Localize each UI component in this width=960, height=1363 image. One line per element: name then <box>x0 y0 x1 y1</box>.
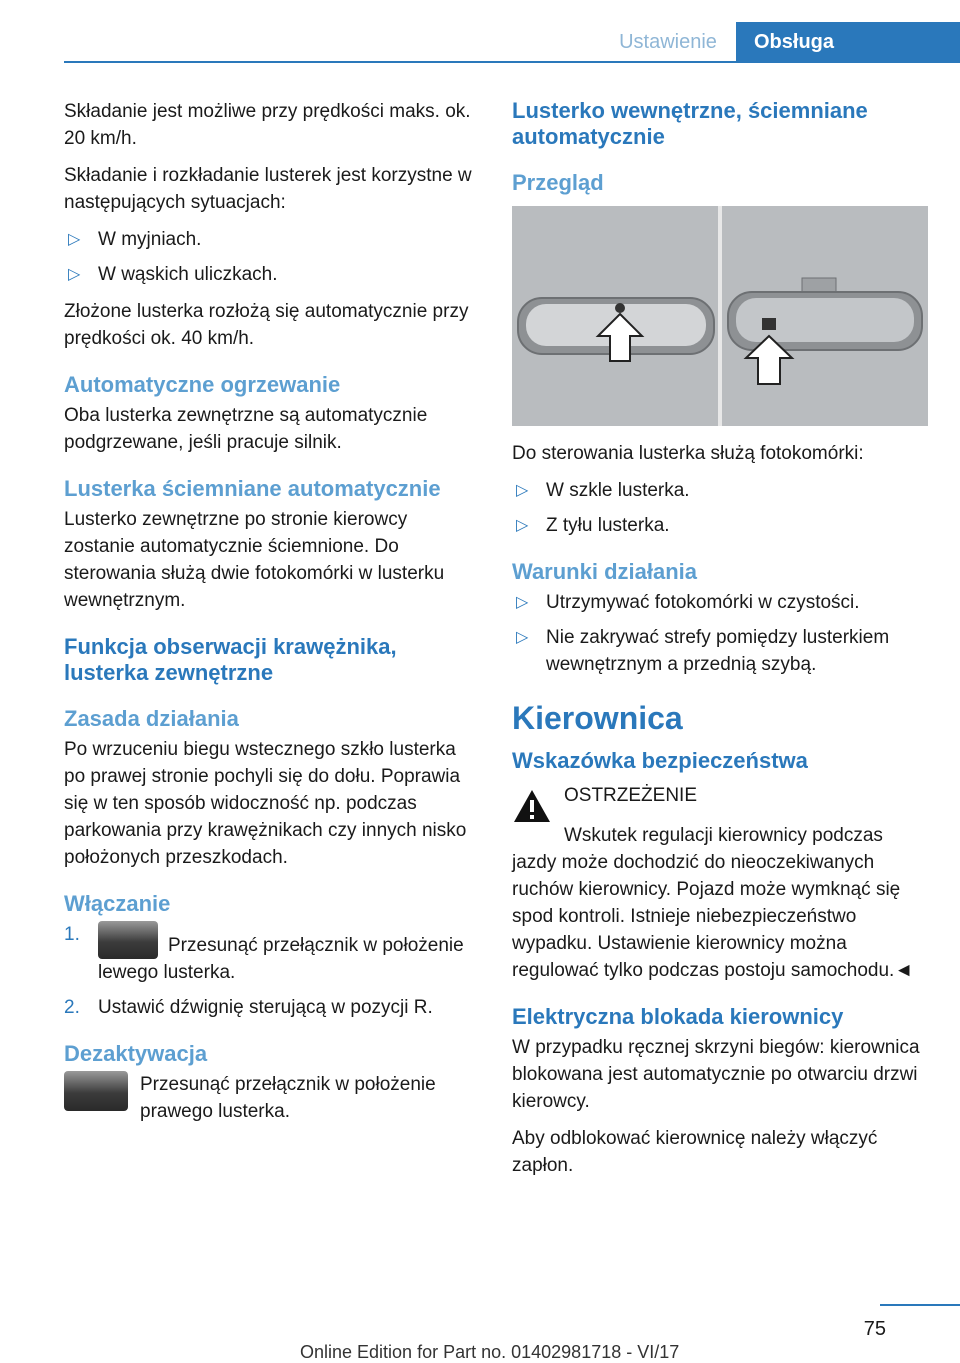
page-header <box>0 0 960 62</box>
bullet-triangle-icon: ▷ <box>68 231 81 248</box>
bullet-triangle-icon: ▷ <box>516 482 529 499</box>
warning-block <box>512 782 928 822</box>
heading-steering-wheel: Kierownica <box>512 700 683 736</box>
mirror-switch-icon <box>98 921 158 959</box>
fold-situations-list <box>64 226 480 288</box>
heading-principle: Zasada działania <box>64 706 239 731</box>
heading-interior-mirror: Lusterko wewnętrzne, ściemniane automatycznie <box>512 98 868 149</box>
bullet-triangle-icon: ▷ <box>516 517 529 534</box>
heading-activation: Włączanie <box>64 891 171 916</box>
bullet-triangle-icon: ▷ <box>516 594 529 611</box>
list-item-text: Nie zakrywać strefy pomiędzy lusterkiem wewnętrznym a przednią szybą. <box>546 627 890 675</box>
left-column <box>64 98 480 1125</box>
conditions-list <box>512 589 928 678</box>
step-number: 1. <box>64 924 80 945</box>
heading-dimming: Lusterka ściemniane automatycznie <box>64 476 441 501</box>
list-item-text: W szkle lusterka. <box>546 480 690 501</box>
warning-title: OSTRZEŻENIE <box>564 785 698 806</box>
footer-rule <box>880 1304 960 1306</box>
mirror-switch-icon <box>64 1071 128 1111</box>
heading-heating: Automatyczne ogrzewanie <box>64 372 341 397</box>
heading-conditions: Warunki działania <box>512 559 698 584</box>
list-item <box>512 589 928 616</box>
mirror-illustration <box>512 206 928 426</box>
step-text: Przesunąć przełącznik w położenie lewego lusterka. <box>98 935 464 983</box>
heading-safety: Wskazówka bezpieczeństwa <box>512 748 808 773</box>
paragraph-fold-situations: Składanie i rozkładanie lusterek jest korzystne w następujących sytuacjach: <box>64 165 472 213</box>
warning-text: Wskutek regulacji kierownicy podczas jazdy może dochodzić do nieoczekiwanych ruchów kierownicy. Pojazd może wymknąć się spod kontroli. Istnieje niebezpieczeństwo wypadku. Ustawienie kierownicy można regulować tylko podczas postoju samochodu.◄ <box>512 825 914 981</box>
activation-steps <box>64 921 480 1021</box>
warning-triangle-icon <box>512 788 552 824</box>
list-item <box>512 477 928 504</box>
list-item-text: W wąskich uliczkach. <box>98 264 278 285</box>
paragraph-fold-speed: Składanie jest możliwe przy prędkości maks. ok. 20 km/h. <box>64 101 471 149</box>
step-number: 2. <box>64 997 80 1018</box>
paragraph-heating: Oba lusterka zewnętrzne są automatycznie podgrzewane, jeśli pracuje silnik. <box>64 405 428 453</box>
list-item <box>64 261 480 288</box>
paragraph-lock-manual: W przypadku ręcznej skrzyni biegów: kierownica blokowana jest automatycznie po otwarciu drzwi kierowcy. <box>512 1037 920 1112</box>
mirror-photo <box>512 206 928 426</box>
heading-deactivation: Dezaktywacja <box>64 1041 208 1066</box>
deactivation-row <box>64 1071 480 1125</box>
section-tab-ustawienie[interactable]: Ustawienie <box>619 31 717 53</box>
list-item-text: Z tyłu lusterka. <box>546 515 670 536</box>
sensor-list <box>512 477 928 539</box>
heading-overview: Przegląd <box>512 170 604 195</box>
list-item <box>512 624 928 678</box>
deactivation-text: Przesunąć przełącznik w położenie prawego lusterka. <box>140 1074 436 1122</box>
list-item <box>64 226 480 253</box>
paragraph-sensors: Do sterowania lusterka służą fotokomórki: <box>512 443 864 464</box>
bullet-triangle-icon: ▷ <box>68 266 81 283</box>
list-item-text: Utrzymywać fotokomórki w czystości. <box>546 592 860 613</box>
bullet-triangle-icon: ▷ <box>516 629 529 646</box>
header-rule <box>64 61 960 63</box>
page-number: 75 <box>863 1318 886 1340</box>
list-item <box>64 994 480 1021</box>
paragraph-dimming: Lusterko zewnętrzne po stronie kierowcy zostanie automatycznie ściemnione. Do sterowania służą dwie fotokomórki w lusterku wewnętrznym. <box>64 509 445 611</box>
list-item-text: W myjniach. <box>98 229 202 250</box>
right-column <box>512 98 928 1189</box>
heading-curb-function: Funkcja obserwacji krawężnika, lusterka zewnętrzne <box>64 634 397 685</box>
section-tab-obsluga[interactable]: Obsługa <box>736 22 960 62</box>
paragraph-principle: Po wrzuceniu biegu wstecznego szkło lusterka po prawej stronie pochyli się do dołu. Poprawia się w ten sposób widoczność np. podczas parkowania przy krawężnikach czy innych nisko położonych przeszkodach. <box>64 739 467 868</box>
list-item <box>512 512 928 539</box>
paragraph-lock-unlock: Aby odblokować kierownicę należy włączyć zapłon. <box>512 1128 878 1176</box>
step-text: Ustawić dźwignię sterującą w pozycji R. <box>98 997 433 1018</box>
paragraph-unfold: Złożone lusterka rozłożą się automatycznie przy prędkości ok. 40 km/h. <box>64 301 469 349</box>
list-item <box>64 921 480 986</box>
heading-steering-lock: Elektryczna blokada kierownicy <box>512 1004 844 1029</box>
footer-edition: Online Edition for Part no. 01402981718 - VI/17 <box>300 1342 680 1362</box>
